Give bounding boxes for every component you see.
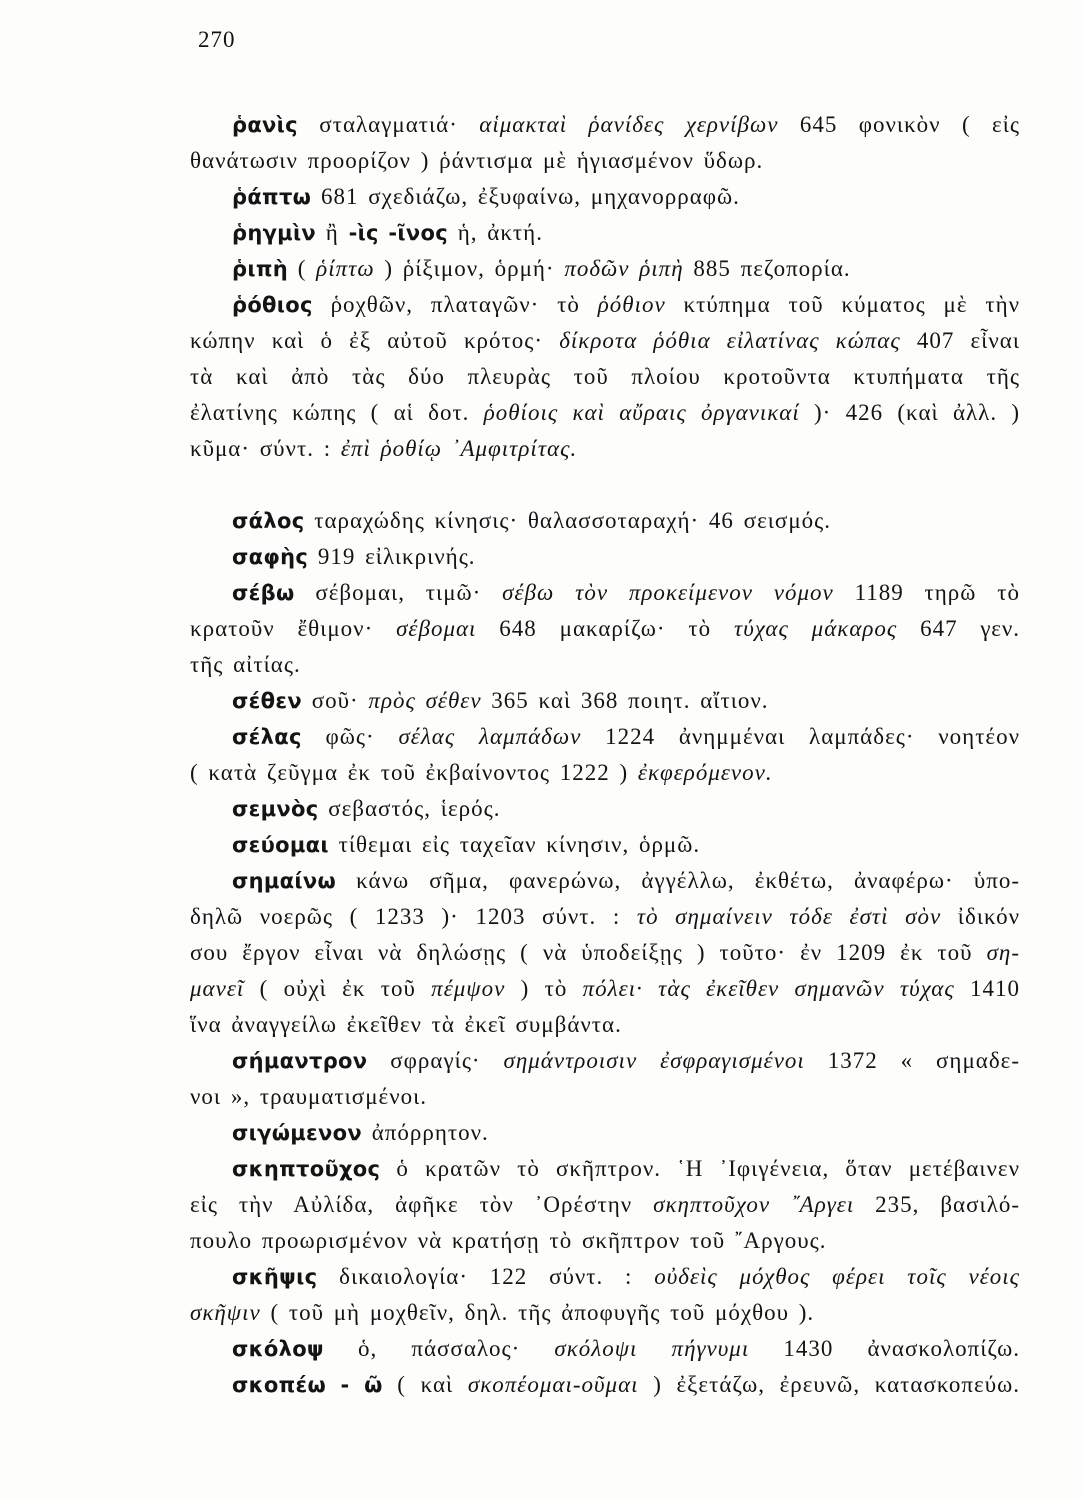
definition-text: 407 εἶναι: [900, 328, 1021, 353]
dictionary-entry: [190, 1331, 1020, 1367]
cited-passage: ῥοθίοις καὶ αὔραις ὀργανικαί: [483, 400, 800, 425]
headword: σέθεν: [232, 689, 302, 713]
definition-text: )· 426 (καὶ ἀλλ. ): [799, 400, 1020, 425]
dictionary-entry: [190, 215, 1020, 251]
cited-passage: πρὸς σέθεν: [368, 688, 482, 713]
entry-line: [190, 1223, 1020, 1259]
definition-text: εἰς τὴν Αὐλίδα, ἀφῆκε τὸν ᾿Ορέστην: [190, 1192, 654, 1217]
entry-line: [190, 899, 1020, 935]
headword: σιγώμενον: [232, 1121, 362, 1145]
dictionary-entry: [190, 179, 1020, 215]
entry-line: [190, 683, 1020, 719]
headword: ῥανὶς: [232, 113, 298, 137]
section-gap: [190, 467, 1020, 503]
definition-text: κάνω σῆμα, φανερώνω, ἀγγέλλω, ἐκθέτω, ἀναφέρω· ὑπο-: [336, 868, 1020, 893]
cited-passage: ση-: [986, 940, 1020, 965]
entry-line: [190, 719, 1020, 755]
cited-passage: οὐδεὶς μόχθος φέρει τοῖς νέοις: [654, 1264, 1020, 1289]
definition-text: πουλο προωρισμένον νὰ κρατήσῃ τὸ σκῆπτρον τοῦ ῎Αργους.: [190, 1228, 827, 1253]
entry-line: [190, 575, 1020, 611]
page-number: 270: [198, 27, 236, 52]
definition-text: ( οὐχὶ ἐκ τοῦ: [244, 976, 432, 1001]
definition-text: κῦμα· σύντ. :: [190, 436, 341, 461]
definition-text: 235, βασιλό-: [854, 1192, 1021, 1217]
entry-line: [190, 1007, 1020, 1043]
cited-passage: σέβω τὸν προκείμενον νόμον: [502, 580, 834, 605]
definition-text: ( καὶ: [382, 1372, 468, 1397]
headword: ῥιπὴ: [232, 257, 288, 281]
entry-line: [190, 1043, 1020, 1079]
cited-passage: πέμψον: [431, 976, 506, 1001]
entry-line: [190, 359, 1020, 395]
headword-inflection: -ὶς -ῖνος: [348, 221, 448, 245]
cited-passage: σέβομαι: [396, 616, 477, 641]
cited-passage: ποδῶν ῥιπὴ: [564, 256, 684, 281]
entry-line: [190, 215, 1020, 251]
dictionary-entry: [190, 575, 1020, 683]
definition-text: τὰ καὶ ἀπὸ τὰς δύο πλευρὰς τοῦ πλοίου κροτοῦντα κτυπήματα τῆς: [190, 364, 1020, 389]
definition-text: 1372 « σημαδε-: [804, 1048, 1020, 1073]
dictionary-entry: [190, 1367, 1020, 1403]
definition-text: ) ῥίξιμον, ὁρμή·: [374, 256, 565, 281]
dictionary-entry: [190, 287, 1020, 467]
headword: σήμαντρον: [232, 1049, 368, 1073]
headword: σκῆψις: [232, 1265, 318, 1289]
dictionary-entry: [190, 1259, 1020, 1331]
entry-line: [190, 1079, 1020, 1115]
definition-text: ( τοῦ μὴ μοχθεῖν, δηλ. τῆς ἀποφυγῆς τοῦ μόχθου ).: [260, 1300, 815, 1325]
cited-passage: σημάντροισιν ἐσφραγισμένοι: [503, 1048, 805, 1073]
entry-line: [190, 251, 1020, 287]
definition-text: σου ἔργον εἶναι νὰ δηλώσῃς ( νὰ ὑποδείξῃς ) τοῦτο· ἐν 1209 ἐκ τοῦ: [190, 940, 987, 965]
definition-text: 645 φονικὸν ( εἰς: [778, 112, 1020, 137]
entry-line: [190, 1187, 1020, 1223]
cited-passage: ῥόθιον: [597, 292, 666, 317]
definition-text: ) τὸ: [505, 976, 583, 1001]
definition-text: τίθεμαι εἰς ταχεῖαν κίνησιν, ὁρμῶ.: [328, 832, 701, 857]
definition-text: (: [287, 256, 317, 281]
dictionary-entry: [190, 863, 1020, 1043]
definition-text: 1189 τηρῶ τὸ: [833, 580, 1020, 605]
definition-text: κώπην καὶ ὁ ἐξ αὐτοῦ κρότος·: [190, 328, 560, 353]
definition-text: θανάτωσιν προορίζον ) ῥάντισμα μὲ ἡγιασμένον ὕδωρ.: [190, 148, 764, 173]
definition-text: ( κατὰ ζεῦγμα ἐκ τοῦ ἐκβαίνοντος 1222 ): [190, 760, 638, 785]
definition-text: 885 πεζοπορία.: [683, 256, 851, 281]
definition-text: ἢ: [316, 220, 349, 245]
definition-text: φῶς·: [301, 724, 399, 749]
entry-line: [190, 287, 1020, 323]
definition-text: ἀπόρρητον.: [361, 1120, 489, 1145]
headword: σέλας: [232, 725, 302, 749]
cited-passage: σέλας λαμπάδων: [398, 724, 582, 749]
entry-line: [190, 1295, 1020, 1331]
definition-text: ἡ, ἀκτή.: [448, 220, 543, 245]
dictionary-entry: [190, 683, 1020, 719]
entry-line: [190, 611, 1020, 647]
definition-text: ) ἐξετάζω, ἐρευνῶ, κατασκοπεύω.: [638, 1372, 1020, 1397]
entry-line: [190, 863, 1020, 899]
entry-line: [190, 395, 1020, 431]
headword: σκόλοψ: [232, 1337, 324, 1361]
dictionary-entry: [190, 719, 1020, 791]
definition-text: ἐλατίνης κώπης ( αἱ δοτ.: [190, 400, 484, 425]
cited-passage: σκοπέομαι-οῦμαι: [467, 1372, 639, 1397]
headword: σεμνὸς: [232, 797, 319, 821]
headword: σάλος: [232, 509, 305, 533]
entry-line: [190, 1115, 1020, 1151]
headword: σημαίνω: [232, 869, 337, 893]
entry-line: [190, 179, 1020, 215]
definition-text: 1410: [954, 976, 1021, 1001]
definition-text: 365 καὶ 368 ποιητ. αἴτιον.: [481, 688, 769, 713]
definition-text: νοι », τραυματισμένοι.: [190, 1084, 428, 1109]
entry-line: [190, 431, 1020, 467]
dictionary-entry: [190, 251, 1020, 287]
definition-text: σταλαγματιά·: [297, 112, 480, 137]
headword: σαφὴς: [232, 545, 309, 569]
headword: ῥηγμὶν: [232, 221, 317, 245]
headword: ῥάπτω: [232, 185, 312, 209]
entry-line: [190, 503, 1020, 539]
dictionary-entry: [190, 107, 1020, 179]
dictionary-entry: [190, 1115, 1020, 1151]
entry-line: [190, 1367, 1020, 1403]
dictionary-entry: [190, 539, 1020, 575]
entry-line: [190, 647, 1020, 683]
definition-text: σεβαστός, ἱερός.: [318, 796, 501, 821]
cited-passage: αἱμακταὶ ῥανίδες χερνίβων: [479, 112, 779, 137]
headword: ῥόθιος: [232, 293, 313, 317]
definition-text: σφραγίς·: [367, 1048, 504, 1073]
definition-text: ῥοχθῶν, πλαταγῶν· τὸ: [312, 292, 598, 317]
definition-text: τῆς αἰτίας.: [190, 652, 301, 677]
entry-line: [190, 827, 1020, 863]
headword: σέβω: [232, 581, 295, 605]
definition-text: 647 γεν.: [897, 616, 1021, 641]
entry-line: [190, 107, 1020, 143]
cited-passage: μανεῖ: [190, 976, 245, 1001]
cited-passage: ἐπὶ ῥοθίῳ ᾿Αμφιτρίτας.: [340, 436, 578, 461]
dictionary-entry: [190, 1043, 1020, 1115]
entry-line: [190, 1331, 1020, 1367]
entry-line: [190, 755, 1020, 791]
entry-line: [190, 1259, 1020, 1295]
definition-text: 919 εἰλικρινής.: [308, 544, 476, 569]
definition-text: ταραχώδης κίνησις· θαλασσοταραχή· 46 σεισμός.: [304, 508, 832, 533]
definition-text: κτύπημα τοῦ κύματος μὲ τὴν: [665, 292, 1021, 317]
cited-passage: δίκροτα ῥόθια εἰλατίνας κώπας: [559, 328, 901, 353]
definition-text: ὁ κρατῶν τὸ σκῆπτρον. ῾Η ᾿Ιφιγένεια, ὅταν μετέβαινεν: [380, 1156, 1020, 1181]
dictionary-entry: [190, 791, 1020, 827]
entry-line: [190, 971, 1020, 1007]
cited-passage: σκόλοψι πήγνυμι: [554, 1336, 750, 1361]
dictionary-entry: [190, 1151, 1020, 1259]
entry-line: [190, 323, 1020, 359]
entry-line: [190, 935, 1020, 971]
definition-text: σέβομαι, τιμῶ·: [294, 580, 503, 605]
definition-text: κρατοῦν ἔθιμον·: [190, 616, 397, 641]
headword: σκηπτοῦχος: [232, 1157, 381, 1181]
entry-line: [190, 143, 1020, 179]
cited-passage: τύχας μάκαρος: [734, 616, 898, 641]
definition-text: ἰδικόν: [941, 904, 1021, 929]
cited-passage: πόλει· τὰς ἐκεῖθεν σημανῶν τύχας: [582, 976, 955, 1001]
cited-passage: ἐκφερόμενον.: [637, 760, 773, 785]
definition-text: 1224 ἀνημμέναι λαμπάδες· νοητέον: [581, 724, 1020, 749]
cited-passage: ῥίπτω: [316, 256, 375, 281]
dictionary-entry: [190, 503, 1020, 539]
definition-text: 648 μακαρίζω· τὸ: [476, 616, 734, 641]
definition-text: δικαιολογία· 122 σύντ. :: [317, 1264, 655, 1289]
definition-text: δηλῶ νοερῶς ( 1233 )· 1203 σύντ. :: [190, 904, 637, 929]
cited-passage: σκηπτοῦχον ῎Αργει: [653, 1192, 855, 1217]
entry-line: [190, 791, 1020, 827]
headword: σκοπέω - ῶ: [232, 1373, 383, 1397]
definition-text: 681 σχεδιάζω, ἐξυφαίνω, μηχανορραφῶ.: [311, 184, 740, 209]
entry-line: [190, 539, 1020, 575]
definition-text: σοῦ·: [301, 688, 369, 713]
definition-text: ἵνα ἀναγγείλω ἐκεῖθεν τὰ ἐκεῖ συμβάντα.: [190, 1012, 622, 1037]
definition-text: 1430 ἀνασκολοπίζω.: [749, 1336, 1020, 1361]
definition-text: ὁ, πάσσαλος·: [323, 1336, 555, 1361]
cited-passage: σκῆψιν: [190, 1300, 261, 1325]
entry-line: [190, 1151, 1020, 1187]
glossary-body: [190, 107, 1020, 1403]
headword: σεύομαι: [232, 833, 329, 857]
dictionary-entry: [190, 827, 1020, 863]
cited-passage: τὸ σημαίνειν τόδε ἐστὶ σὸν: [636, 904, 942, 929]
